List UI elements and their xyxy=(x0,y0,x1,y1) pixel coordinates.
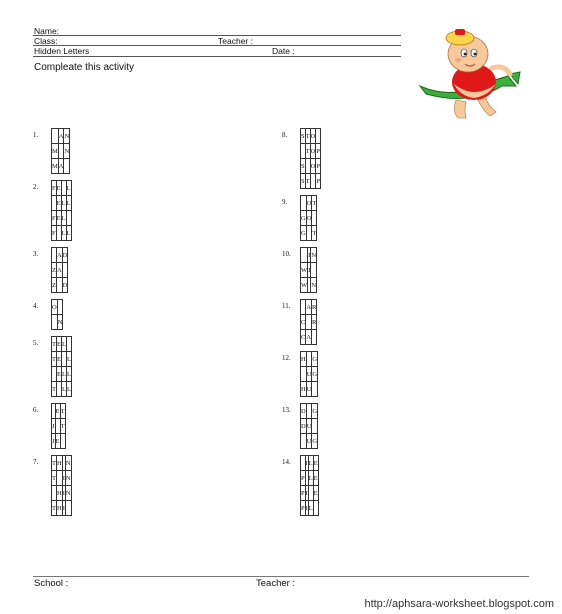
letter-cell: M xyxy=(52,144,59,159)
letter-cell: P xyxy=(301,471,306,486)
letter-grid xyxy=(51,336,72,397)
letter-grid xyxy=(300,195,317,241)
letter-cell: L xyxy=(66,382,71,397)
letter-grid xyxy=(300,247,317,293)
letter-cell: J xyxy=(52,434,56,449)
letter-cell: O xyxy=(306,211,312,226)
letter-cell: L xyxy=(308,501,313,516)
blank-cell[interactable] xyxy=(312,382,318,397)
letter-grid xyxy=(51,299,63,330)
letter-cell: P xyxy=(301,486,306,501)
letter-cell: T xyxy=(52,337,57,352)
letter-cell: E xyxy=(313,471,318,486)
letter-cell: A xyxy=(56,263,62,278)
letter-cell: L xyxy=(66,367,71,382)
letter-cell: A xyxy=(306,300,312,315)
letter-cell: O xyxy=(52,300,58,315)
letter-cell: U xyxy=(306,434,312,449)
grid-row xyxy=(301,456,319,471)
worksheet-title: Hidden Letters xyxy=(34,46,90,56)
letter-cell: T xyxy=(312,196,317,211)
letter-cell: A xyxy=(306,330,312,345)
puzzle-number: 1. xyxy=(33,131,39,139)
letter-grid xyxy=(300,128,321,189)
blank-cell[interactable] xyxy=(311,263,317,278)
school-label: School : xyxy=(34,578,69,589)
grid-row xyxy=(301,196,317,211)
teacher-label: Teacher : xyxy=(218,36,253,46)
letter-cell: E xyxy=(313,456,318,471)
grid-row xyxy=(52,404,66,419)
letter-cell: E xyxy=(56,337,61,352)
blank-cell[interactable] xyxy=(66,211,71,226)
letter-cell: E xyxy=(313,486,318,501)
letter-cell: D xyxy=(301,419,307,434)
grid-row xyxy=(301,330,317,345)
puzzle-number: 9. xyxy=(282,198,288,206)
letter-cell: L xyxy=(66,226,71,241)
blank-cell[interactable] xyxy=(312,330,317,345)
letter-cell: T xyxy=(60,404,65,419)
letter-cell: T xyxy=(305,174,310,189)
letter-cell: L xyxy=(66,181,71,196)
name-line xyxy=(33,35,401,36)
letter-cell: W xyxy=(301,263,308,278)
letter-cell: O xyxy=(310,129,316,144)
puzzle-number: 4. xyxy=(33,302,39,310)
letter-cell: I xyxy=(305,486,308,501)
letter-cell: A xyxy=(58,159,64,174)
grid-row xyxy=(301,129,321,144)
instruction-text: Compleate this activity xyxy=(34,62,135,73)
letter-cell: T xyxy=(312,226,317,241)
blank-cell[interactable] xyxy=(57,300,63,315)
grid-row xyxy=(52,300,63,315)
letter-cell: I xyxy=(308,248,311,263)
name-label: Name: xyxy=(34,26,60,36)
grid-row xyxy=(301,434,318,449)
letter-cell: G xyxy=(312,434,318,449)
letter-cell: P xyxy=(316,144,321,159)
grid-row xyxy=(52,278,68,293)
puzzle-number: 14. xyxy=(282,458,291,466)
letter-cell: N xyxy=(65,471,71,486)
letter-cell: S xyxy=(301,174,306,189)
letter-cell: S xyxy=(301,159,306,174)
letter-cell: L xyxy=(308,471,313,486)
blank-cell[interactable] xyxy=(66,337,71,352)
grid-row xyxy=(52,263,68,278)
letter-cell: R xyxy=(312,315,317,330)
letter-cell: I xyxy=(305,456,308,471)
letter-cell: L xyxy=(61,382,66,397)
puzzle-number: 13. xyxy=(282,406,291,414)
letter-cell: I xyxy=(62,471,65,486)
letter-cell: F xyxy=(52,211,57,226)
letter-cell: E xyxy=(56,211,61,226)
grid-row xyxy=(301,278,317,293)
grid-row xyxy=(301,211,317,226)
letter-cell: U xyxy=(306,419,312,434)
letter-cell: D xyxy=(301,404,307,419)
grid-row xyxy=(301,352,318,367)
letter-cell: H xyxy=(301,382,307,397)
grid-row xyxy=(52,382,72,397)
letter-cell: P xyxy=(316,174,321,189)
mascot-illustration xyxy=(412,24,524,124)
letter-cell: T xyxy=(52,471,57,486)
letter-cell: L xyxy=(61,226,66,241)
letter-cell: I xyxy=(308,263,311,278)
letter-grid xyxy=(51,128,70,174)
letter-cell: F xyxy=(52,181,57,196)
footer-teacher-label: Teacher : xyxy=(256,578,296,589)
grid-row xyxy=(52,196,72,211)
source-url: http://aphsara-worksheet.blogspot.com xyxy=(364,598,554,610)
letter-cell: G xyxy=(312,367,318,382)
puzzle-number: 10. xyxy=(282,250,291,258)
title-line xyxy=(33,56,401,57)
letter-cell: H xyxy=(301,352,307,367)
letter-grid xyxy=(51,403,66,449)
letter-cell: N xyxy=(64,144,70,159)
grid-row xyxy=(52,419,66,434)
grid-row xyxy=(301,501,319,516)
letter-cell: H xyxy=(56,501,62,516)
grid-row xyxy=(301,226,317,241)
letter-grid xyxy=(300,299,317,345)
blank-cell[interactable] xyxy=(60,434,65,449)
grid-row xyxy=(301,300,317,315)
grid-row xyxy=(52,501,72,516)
letter-grid xyxy=(300,351,318,397)
letter-cell: N xyxy=(64,129,70,144)
blank-cell[interactable] xyxy=(312,211,317,226)
letter-cell: W xyxy=(301,278,308,293)
blank-cell[interactable] xyxy=(52,129,59,144)
grid-row xyxy=(301,419,318,434)
grid-row xyxy=(52,471,72,486)
letter-cell: L xyxy=(61,196,66,211)
grid-row xyxy=(52,129,70,144)
grid-row xyxy=(52,486,72,501)
letter-cell: E xyxy=(55,404,60,419)
letter-cell: O xyxy=(310,159,316,174)
puzzle-number: 7. xyxy=(33,458,39,466)
puzzle-number: 5. xyxy=(33,339,39,347)
puzzle-number: 3. xyxy=(33,250,39,258)
letter-cell: T xyxy=(305,144,310,159)
letter-cell: D xyxy=(62,278,68,293)
letter-grid xyxy=(51,180,72,241)
letter-cell: O xyxy=(306,196,312,211)
letter-cell: P xyxy=(316,159,321,174)
letter-cell: L xyxy=(66,352,71,367)
letter-cell: D xyxy=(62,248,68,263)
class-label: Class: xyxy=(34,36,58,46)
blank-cell[interactable] xyxy=(301,248,308,263)
letter-cell: E xyxy=(55,434,60,449)
letter-cell: L xyxy=(61,211,66,226)
grid-row xyxy=(301,404,318,419)
grid-row xyxy=(52,352,72,367)
letter-cell: P xyxy=(301,501,306,516)
letter-cell: I xyxy=(62,501,65,516)
letter-cell: C xyxy=(301,315,306,330)
letter-cell: F xyxy=(52,226,57,241)
puzzle-number: 11. xyxy=(282,302,291,310)
date-label: Date : xyxy=(272,46,295,56)
letter-cell: G xyxy=(301,226,307,241)
grid-row xyxy=(301,382,318,397)
letter-grid xyxy=(300,403,318,449)
letter-cell: A xyxy=(58,129,64,144)
letter-cell: L xyxy=(66,196,71,211)
letter-cell: N xyxy=(57,315,63,330)
grid-row xyxy=(301,174,321,189)
puzzle-number: 12. xyxy=(282,354,291,362)
letter-grid xyxy=(51,455,72,516)
grid-row xyxy=(52,248,68,263)
grid-row xyxy=(301,263,317,278)
grid-row xyxy=(301,315,317,330)
letter-cell: I xyxy=(305,501,308,516)
grid-row xyxy=(52,181,72,196)
letter-cell: Z xyxy=(52,278,57,293)
grid-row xyxy=(301,144,321,159)
letter-cell: H xyxy=(56,456,62,471)
puzzle-number: 6. xyxy=(33,406,39,414)
letter-cell: T xyxy=(60,419,65,434)
blank-cell[interactable] xyxy=(65,501,71,516)
grid-row xyxy=(301,471,319,486)
letter-cell: T xyxy=(52,501,57,516)
grid-row xyxy=(301,159,321,174)
grid-row xyxy=(52,315,63,330)
grid-row xyxy=(301,367,318,382)
letter-cell: N xyxy=(65,486,71,501)
letter-cell: G xyxy=(312,404,318,419)
grid-row xyxy=(301,248,317,263)
letter-grid xyxy=(51,247,68,293)
letter-cell: G xyxy=(301,211,307,226)
letter-grid xyxy=(300,455,319,516)
letter-cell: M xyxy=(52,159,59,174)
letter-cell: T xyxy=(305,129,310,144)
letter-cell: T xyxy=(52,456,57,471)
grid-row xyxy=(52,434,66,449)
grid-row xyxy=(52,337,72,352)
blank-cell[interactable] xyxy=(316,129,321,144)
letter-cell: A xyxy=(56,248,62,263)
letter-cell: N xyxy=(311,278,317,293)
letter-cell: E xyxy=(56,367,61,382)
letter-cell: S xyxy=(301,129,306,144)
blank-cell[interactable] xyxy=(312,419,318,434)
letter-cell: Z xyxy=(52,263,57,278)
puzzle-number: 8. xyxy=(282,131,288,139)
letter-cell: L xyxy=(308,456,313,471)
grid-row xyxy=(301,486,319,501)
grid-row xyxy=(52,159,70,174)
letter-cell: O xyxy=(310,144,316,159)
letter-cell: C xyxy=(301,330,306,345)
letter-cell: N xyxy=(311,248,317,263)
blank-cell[interactable] xyxy=(64,159,70,174)
letter-cell: T xyxy=(52,352,57,367)
blank-cell[interactable] xyxy=(313,501,318,516)
letter-cell: U xyxy=(306,367,312,382)
footer-line xyxy=(33,576,529,577)
blank-cell[interactable] xyxy=(62,263,68,278)
letter-cell: N xyxy=(65,456,71,471)
letter-cell: L xyxy=(61,367,66,382)
letter-cell: U xyxy=(306,382,312,397)
grid-row xyxy=(52,456,72,471)
letter-cell: L xyxy=(61,337,66,352)
letter-cell: J xyxy=(52,419,56,434)
letter-cell: E xyxy=(56,181,61,196)
letter-cell: H xyxy=(56,486,62,501)
letter-cell: E xyxy=(56,352,61,367)
letter-cell: I xyxy=(62,486,65,501)
letter-cell: E xyxy=(56,196,61,211)
puzzle-number: 2. xyxy=(33,183,39,191)
letter-cell: G xyxy=(312,352,318,367)
letter-cell: R xyxy=(312,300,317,315)
grid-row xyxy=(52,226,72,241)
grid-row xyxy=(52,144,70,159)
letter-cell: T xyxy=(52,382,57,397)
grid-row xyxy=(52,367,72,382)
grid-row xyxy=(52,211,72,226)
